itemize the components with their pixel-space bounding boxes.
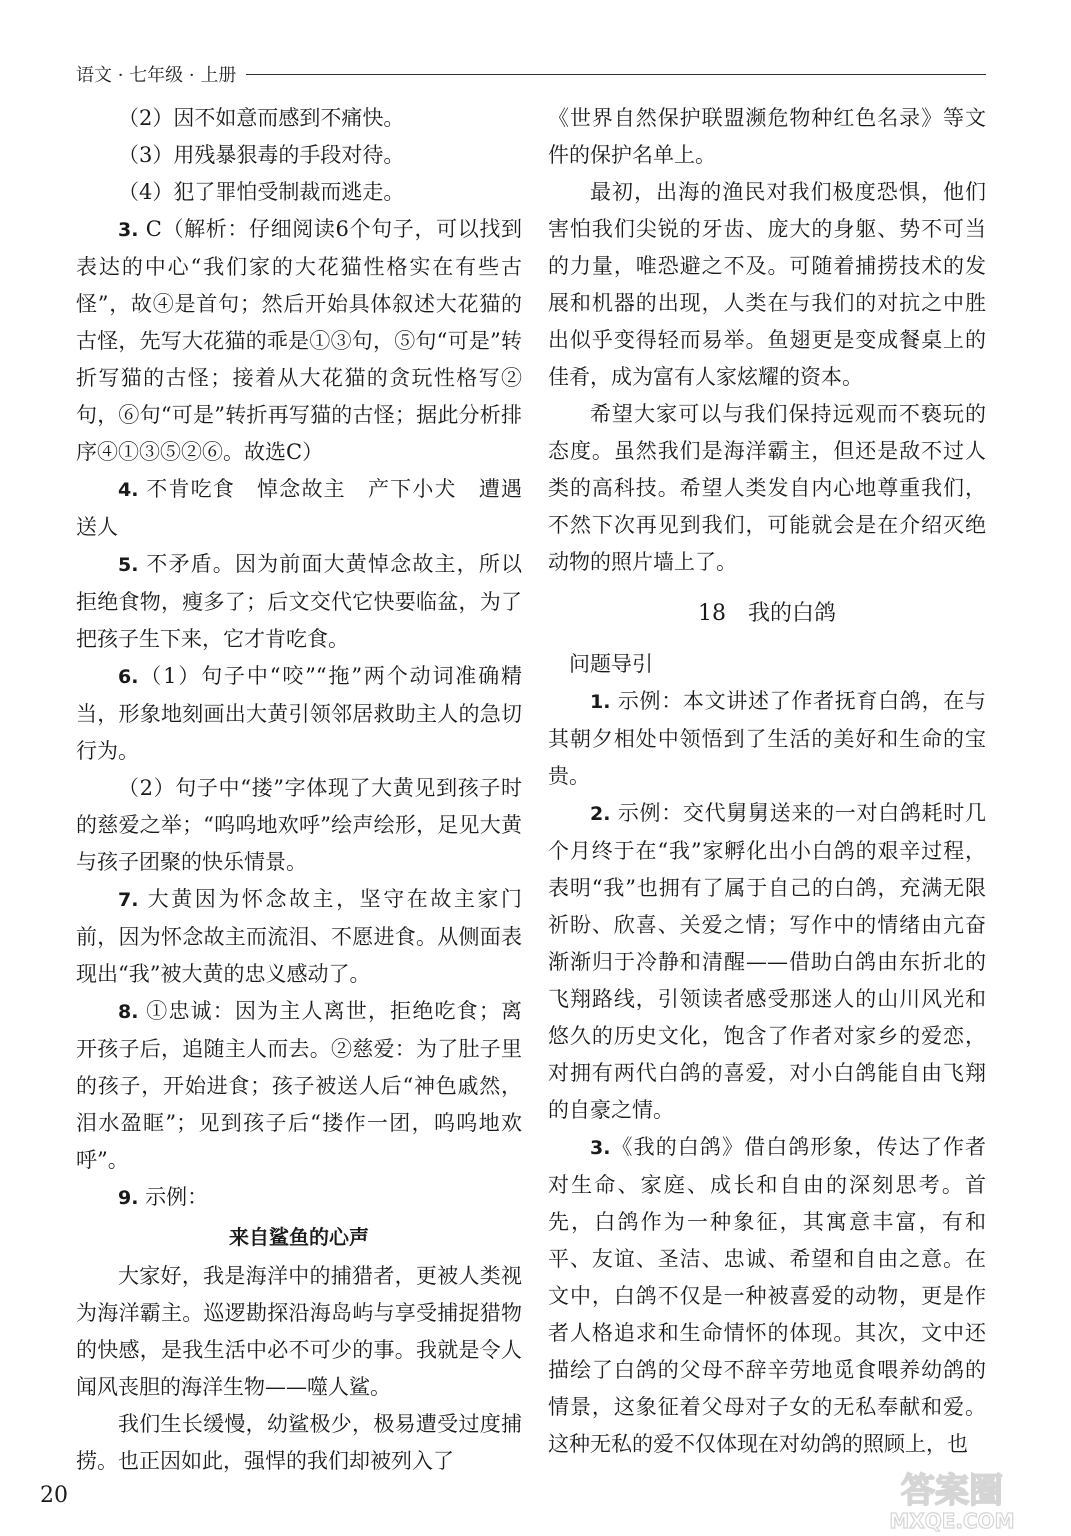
answer-q8: [76, 993, 522, 1179]
q4-number: 4.: [118, 479, 139, 501]
answer-q9: [76, 1179, 522, 1217]
answer-q5: [76, 546, 522, 658]
answer-r1: [548, 683, 986, 795]
answer-4-sub: （4）犯了罪怕受制裁而逃走。: [118, 180, 405, 204]
r2-number: 2.: [590, 803, 611, 825]
answer-r3: [548, 1129, 986, 1463]
r1-number: 1.: [590, 691, 611, 713]
r3-number: 3.: [590, 1137, 611, 1159]
essay-paragraph-2-continued: 《世界自然保护联盟濒危物种红色名录》等文件的保护名单上。: [548, 106, 986, 167]
answer-q6-part2: （2）句子中“搂”字体现了大黄见到孩子时的慈爱之举；“呜呜地欢呼”绘声绘形，足见大黄与孩子团聚的快乐情景。: [76, 776, 522, 874]
q6-text: （1）句子中“咬”“拖”两个动词准确精当，形象地刻画出大黄引领邻居救助主人的急切行为。: [76, 664, 522, 763]
answer-q6: [76, 658, 522, 770]
r3-text: 《我的白鸽》借白鸽形象，传达了作者对生命、家庭、成长和自由的深刻思考。首先，白鸽作为一种象征，其寓意丰富，有和平、友谊、圣洁、忠诚、希望和自由之意。在文中，白鸽不仅是一种被喜爱的动物，更是作者人格追求和生命情怀的体现。其次，文中还描绘了白鸽的父母不辞辛劳地觅食喂养幼鸽的情景，这象征着父母对子女的无私奉献和爱。这种无私的爱不仅体现在对幼鸽的照顾上，也: [548, 1135, 986, 1456]
right-column: [548, 100, 986, 1463]
answer-r2: [548, 795, 986, 1129]
q6-number: 6.: [118, 666, 139, 688]
q7-number: 7.: [118, 889, 139, 911]
q9-text: 示例：: [138, 1185, 209, 1209]
page-header: [76, 60, 986, 88]
answer-q4: [76, 471, 522, 546]
section-subhead: 问题导引: [569, 652, 653, 676]
q7-text: 大黄因为怀念故主，坚守在故主家门前，因为怀念故主而流泪、不愿进食。从侧面表现出“我”被大黄的忠义感动了。: [76, 887, 522, 986]
q4-text: 不肯吃食 悼念故主 产下小犬 遭遇送人: [76, 477, 522, 539]
answer-q7: [76, 881, 522, 993]
lesson-title: 18 我的白鸽: [698, 601, 836, 626]
q5-number: 5.: [118, 554, 139, 576]
left-column: [76, 100, 522, 1480]
answer-q3: [76, 211, 522, 471]
essay-paragraph-3: 最初，出海的渔民对我们极度恐惧，他们害怕我们尖锐的牙齿、庞大的身躯、势不可当的力量，唯恐避之不及。可随着捕捞技术的发展和机器的出现，人类在与我们的对抗之中胜出似乎变得轻而易举。鱼翅更是变成餐桌上的佳肴，成为富有人家炫耀的资本。: [548, 180, 986, 389]
q8-text: ①忠诚：因为主人离世，拒绝吃食；离开孩子后，追随主人而去。②慈爱：为了肚子里的孩子，开始进食；孩子被送人后“神色戚然，泪水盈眶”；见到孩子后“搂作一团，呜呜地欢呼”。: [76, 999, 522, 1172]
watermark-text-bottom: MXQE.COM: [889, 1509, 1015, 1532]
watermark-logo: [852, 1468, 1052, 1532]
watermark-text-top: 答案圈: [901, 1471, 1003, 1511]
r1-text: 示例：本文讲述了作者抚育白鸽，在与其朝夕相处中领悟到了生活的美好和生命的宝贵。: [548, 689, 986, 788]
header-rule: [246, 74, 986, 75]
answer-3-sub: （3）用残暴狠毒的手段对待。: [118, 143, 405, 167]
essay-title: 来自鲨鱼的心声: [229, 1225, 369, 1249]
essay-paragraph-2: 我们生长缓慢，幼鲨极少，极易遭受过度捕捞。也正因如此，强悍的我们却被列入了: [76, 1412, 522, 1473]
header-title: 语文 · 七年级 · 上册: [76, 65, 237, 86]
q3-number: 3.: [118, 219, 139, 241]
answer-2-sub: （2）因不如意而感到不痛快。: [118, 106, 405, 130]
essay-paragraph-1: 大家好，我是海洋中的捕猎者，更被人类视为海洋霸主。巡逻勘探沿海岛屿与享受捕捉猎物的快感，是我生活中必不可少的事。我就是令人闻风丧胆的海洋生物——噬人鲨。: [76, 1264, 522, 1399]
q8-number: 8.: [118, 1001, 139, 1023]
q9-number: 9.: [118, 1187, 139, 1209]
page-number: 20: [40, 1483, 68, 1508]
r2-text: 示例：交代舅舅送来的一对白鸽耗时几个月终于在“我”家孵化出小白鸽的艰辛过程，表明“我”也拥有了属于自己的白鸽，充满无限祈盼、欣喜、关爱之情；写作中的情绪由亢奋渐渐归于冷静和清醒——借助白鸽由东折北的飞翔路线，引领读者感受那迷人的山川风光和悠久的历史文化，饱含了作者对家乡的爱恋，对拥有两代白鸽的喜爱，对小白鸽能自由飞翔的自豪之情。: [548, 801, 986, 1122]
q3-text: C（解析：仔细阅读6个句子，可以找到表达的中心“我们家的大花猫性格实在有些古怪”，故④是首句；然后开始具体叙述大花猫的古怪，先写大花猫的乖是①③句，⑤句“可是”转折写猫的古怪；接着从大花猫的贪玩性格写②句，⑥句“可是”转折再写猫的古怪；据此分析排序④①③⑤②⑥。故选C）: [76, 217, 522, 464]
essay-paragraph-4: 希望大家可以与我们保持远观而不亵玩的态度。虽然我们是海洋霸主，但还是敌不过人类的高科技。希望人类发自内心地尊重我们，不然下次再见到我们，可能就会是在介绍灭绝动物的照片墙上了。: [548, 402, 986, 574]
q5-text: 不矛盾。因为前面大黄悼念故主，所以拒绝食物，瘦多了；后文交代它快要临盆，为了把孩子生下来，它才肯吃食。: [76, 552, 522, 651]
